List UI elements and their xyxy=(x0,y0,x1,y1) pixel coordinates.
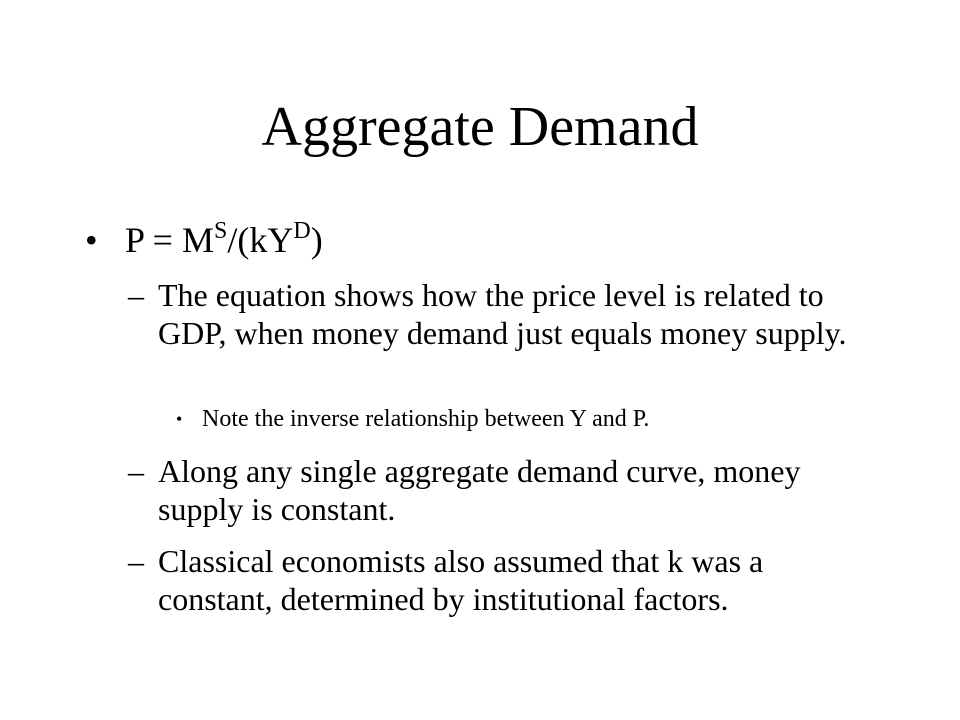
slide-title: Aggregate Demand xyxy=(261,96,699,158)
equation-prefix: P = M xyxy=(125,220,214,260)
dash-icon: – xyxy=(128,543,144,579)
sub-item-text: Along any single aggregate demand curve, money supply is constant. xyxy=(158,453,801,527)
sub-item-text: Classical economists also assumed that k was a constant, determined by institutional factors. xyxy=(158,543,764,617)
equation-superscript-s: S xyxy=(214,218,228,244)
dash-icon: – xyxy=(128,453,144,489)
sub-item-text: The equation shows how the price level is related to GDP, when money demand just equals money supply. xyxy=(158,277,847,351)
note-text: Note the inverse relationship between Y and P. xyxy=(202,406,650,432)
bullet-icon: • xyxy=(85,220,98,260)
bullet-icon: • xyxy=(176,409,183,429)
dash-icon: – xyxy=(128,277,144,313)
equation-superscript-d: D xyxy=(293,218,311,244)
equation-text xyxy=(125,216,323,264)
equation-middle: /(kY xyxy=(227,220,294,260)
equation-suffix: ) xyxy=(310,220,323,260)
